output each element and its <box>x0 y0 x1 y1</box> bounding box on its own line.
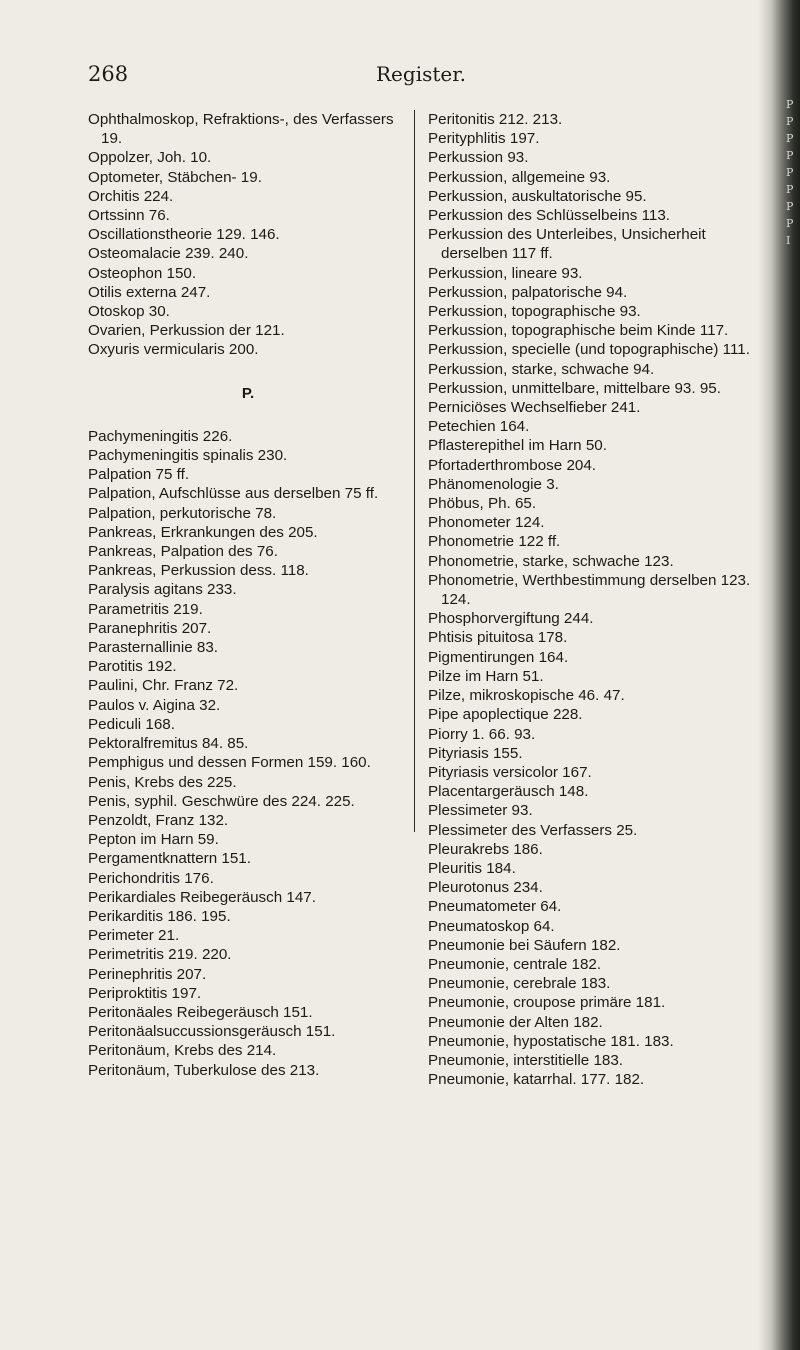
index-entry: Perkussion, starke, schwache 94. <box>428 360 655 378</box>
index-entry: Paralysis agitans 233. <box>88 581 237 599</box>
index-entry: Pneumatometer 64. <box>428 898 562 916</box>
index-entry: Periproktitis 197. <box>88 984 202 1002</box>
index-entry: Penis, Krebs des 225. <box>88 773 237 791</box>
index-entry: Perinephritis 207. <box>88 965 207 983</box>
index-entry: Oxyuris vermicularis 200. <box>88 341 259 359</box>
index-entry: Piorry 1. 66. 93. <box>428 725 536 743</box>
index-entry: Parotitis 192. <box>88 658 177 676</box>
edge-glyph: P <box>786 98 794 111</box>
index-entry: Pektoralfremitus 84. 85. <box>88 735 249 753</box>
index-entry: Perkussion des Unterleibes, Unsicherheit derselben 117 ff. <box>428 226 706 263</box>
index-entry: Pilze im Harn 51. <box>428 667 544 685</box>
edge-glyph: P <box>786 183 794 196</box>
index-entry: Perkussion, allgemeine 93. <box>428 168 611 186</box>
edge-glyph: P <box>786 200 794 213</box>
index-entry: Perimetritis 219. 220. <box>88 946 232 964</box>
index-entry: Petechien 164. <box>428 418 530 436</box>
index-entry: Pediculi 168. <box>88 715 175 733</box>
index-entry: Pneumonie, croupose primäre 181. <box>428 994 666 1012</box>
index-entries-p-left <box>88 427 408 1080</box>
index-entry: Pepton im Harn 59. <box>88 831 219 849</box>
edge-glyphs <box>786 96 800 249</box>
index-entry: Ovarien, Perkussion der 121. <box>88 322 285 340</box>
index-entry: Otilis externa 247. <box>88 283 211 301</box>
index-entry: Phöbus, Ph. 65. <box>428 495 537 513</box>
index-entry: Ophthalmoskop, Refraktions-, des Verfassers 19. <box>88 111 394 148</box>
index-entry: Pipe apoplectique 228. <box>428 706 583 724</box>
page-number: 268 <box>88 62 129 86</box>
edge-glyph: P <box>786 217 794 230</box>
index-entry: Pleuritis 184. <box>428 859 516 877</box>
column-divider <box>414 110 415 832</box>
index-entry: Phonometrie 122 ff. <box>428 533 561 551</box>
page-header <box>0 62 760 92</box>
index-entry: Pleurotonus 234. <box>428 879 543 897</box>
index-entry: Perkussion des Schlüsselbeins 113. <box>428 207 671 225</box>
index-entry: Otoskop 30. <box>88 303 170 321</box>
index-entry: Peritonäum, Krebs des 214. <box>88 1042 277 1060</box>
index-entry: Oscillationstheorie 129. 146. <box>88 226 280 244</box>
index-entry: Perkussion, palpatorische 94. <box>428 283 628 301</box>
index-entry: Pneumonie, hypostatische 181. 183. <box>428 1032 674 1050</box>
index-entry: Pankreas, Erkrankungen des 205. <box>88 523 318 541</box>
index-entry: Peritonitis 212. 213. <box>428 111 563 128</box>
index-entry: Pemphigus und dessen Formen 159. 160. <box>88 754 371 772</box>
index-entry: Phosphorvergiftung 244. <box>428 610 594 628</box>
index-entry: Optometer, Stäbchen- 19. <box>88 168 262 186</box>
index-entry: Paulos v. Aigina 32. <box>88 696 221 714</box>
index-entry: Plessimeter des Verfassers 25. <box>428 821 638 839</box>
index-entry: Perkussion, topographische 93. <box>428 303 641 321</box>
index-entry: Peritonäum, Tuberkulose des 213. <box>88 1061 320 1079</box>
index-entry: Pankreas, Palpation des 76. <box>88 543 278 561</box>
edge-glyph: P <box>786 115 794 128</box>
index-column-left <box>88 110 408 1080</box>
index-entry: Pachymeningitis 226. <box>88 427 233 445</box>
index-entry: Perkussion, unmittelbare, mittelbare 93. 95. <box>428 379 721 397</box>
index-entry: Pneumonie, interstitielle 183. <box>428 1051 624 1069</box>
index-entry: Pergamentknattern 151. <box>88 850 251 868</box>
index-entry: Pneumonie bei Säufern 182. <box>428 936 621 954</box>
edge-glyph: I <box>786 234 791 247</box>
index-entry: Penzoldt, Franz 132. <box>88 811 229 829</box>
index-entry: Perniciöses Wechselfieber 241. <box>428 399 641 417</box>
index-entry: Palpation, perkutorische 78. <box>88 504 277 522</box>
index-entry: Perkussion, specielle (und topographische) 111. <box>428 341 750 359</box>
index-entries-p-right <box>428 110 760 1089</box>
index-entry: Peritonäalsuccussionsgeräusch 151. <box>88 1023 336 1041</box>
index-entry: Pneumonie der Alten 182. <box>428 1013 603 1031</box>
index-column-right <box>428 110 760 1089</box>
index-entry: Phonometrie, Werthbestimmung derselben 123. 124. <box>428 571 751 609</box>
index-entry: Pityriasis versicolor 167. <box>428 763 592 781</box>
index-entry: Phonometer 124. <box>428 514 545 532</box>
edge-glyph: P <box>786 132 794 145</box>
index-entry: Placentargeräusch 148. <box>428 783 589 801</box>
section-heading-p: P. <box>241 384 255 402</box>
index-entry: Parametritis 219. <box>88 600 203 618</box>
index-entry: Paranephritis 207. <box>88 619 212 637</box>
index-entry: Penis, syphil. Geschwüre des 224. 225. <box>88 792 355 810</box>
edge-glyph: P <box>786 166 794 179</box>
adjacent-page-edge <box>758 0 800 1350</box>
index-entry: Perikardiales Reibegeräusch 147. <box>88 888 316 906</box>
index-entry: Palpation 75 ff. <box>88 466 190 484</box>
index-entry: Pneumonie, katarrhal. 177. 182. <box>428 1071 645 1089</box>
index-entry: Pleurakrebs 186. <box>428 840 543 858</box>
index-entry: Paulini, Chr. Franz 72. <box>88 677 239 695</box>
index-entry: Pneumonie, cerebrale 183. <box>428 975 611 993</box>
index-entry: Plessimeter 93. <box>428 802 533 820</box>
index-entry: Pilze, mikroskopische 46. 47. <box>428 687 625 705</box>
index-entry: Parasternallinie 83. <box>88 639 219 657</box>
index-entry: Phtisis pituitosa 178. <box>428 629 568 647</box>
index-entry: Oppolzer, Joh. 10. <box>88 149 212 167</box>
index-entry: Osteomalacie 239. 240. <box>88 245 249 263</box>
index-entry: Pigmentirungen 164. <box>428 648 569 666</box>
index-entry: Pflasterepithel im Harn 50. <box>428 437 607 455</box>
index-entry: Perichondritis 176. <box>88 869 214 887</box>
index-entry: Perkussion, topographische beim Kinde 117. <box>428 322 729 340</box>
index-entry: Osteophon 150. <box>88 264 197 282</box>
index-entry: Perimeter 21. <box>88 927 180 945</box>
index-entries-o <box>88 110 408 360</box>
index-entry: Phonometrie, starke, schwache 123. <box>428 552 674 570</box>
running-title: Register. <box>376 62 466 86</box>
index-entry: Pityriasis 155. <box>428 744 523 762</box>
index-entry: Pachymeningitis spinalis 230. <box>88 447 288 465</box>
index-entry: Perikarditis 186. 195. <box>88 907 231 925</box>
index-entry: Ortssinn 76. <box>88 207 170 225</box>
index-entry: Pankreas, Perkussion dess. 118. <box>88 562 309 580</box>
index-entry: Palpation, Aufschlüsse aus derselben 75 ff. <box>88 485 379 503</box>
index-entry: Peritonäales Reibegeräusch 151. <box>88 1003 313 1021</box>
index-entry: Perkussion, auskultatorische 95. <box>428 187 647 205</box>
index-entry: Perityphlitis 197. <box>428 130 540 148</box>
index-entry: Phänomenologie 3. <box>428 475 559 493</box>
index-entry: Pfortaderthrombose 204. <box>428 456 597 474</box>
edge-glyph: P <box>786 149 794 162</box>
index-entry: Orchitis 224. <box>88 187 174 205</box>
index-entry: Perkussion 93. <box>428 149 529 167</box>
index-entry: Perkussion, lineare 93. <box>428 264 583 282</box>
index-entry: Pneumonie, centrale 182. <box>428 955 602 973</box>
index-entry: Pneumatoskop 64. <box>428 917 555 935</box>
